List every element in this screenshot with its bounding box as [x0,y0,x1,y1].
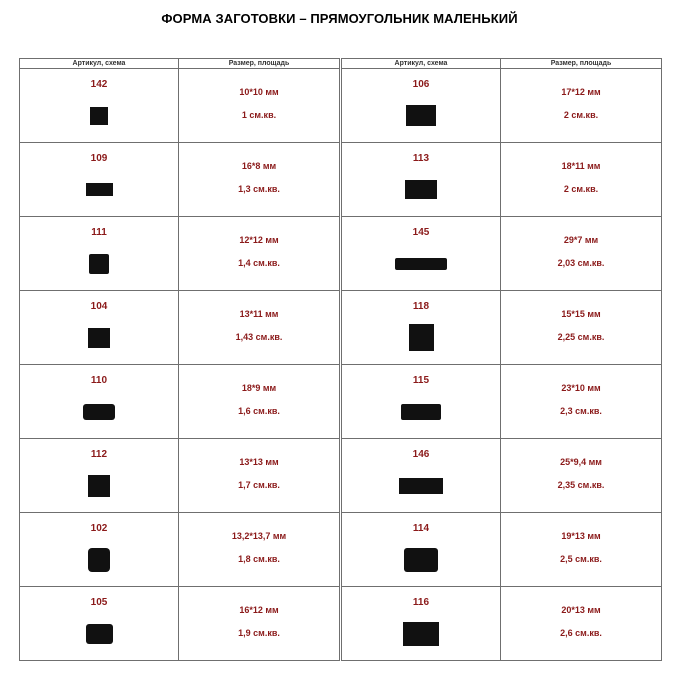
dimensions-text: 15*15 мм [561,309,601,319]
area-text: 2,35 см.кв. [557,480,605,490]
code-cell [20,143,179,217]
blank-shape-diagram [90,107,108,125]
blank-shape-diagram [403,622,439,646]
code-cell [20,587,179,661]
blank-shape-diagram [406,105,436,126]
dimensions-text: 18*9 мм [241,383,277,393]
size-cell [501,587,662,661]
size-cell [501,439,662,513]
code-cell [20,217,179,291]
article-code: 115 [412,375,430,386]
blank-shape-diagram [88,328,110,348]
dimensions-text: 10*10 мм [239,87,279,97]
code-cell [20,365,179,439]
blank-shape-diagram [399,478,443,494]
dimensions-text: 23*10 мм [561,383,601,393]
article-code: 102 [90,523,108,534]
area-text: 1,9 см.кв. [238,628,280,638]
table-row [20,513,340,587]
table-row [342,291,662,365]
area-text: 2,25 см.кв. [557,332,605,342]
area-text: 1 см.кв. [241,110,277,120]
blank-shape-diagram [88,475,110,497]
area-text: 2,3 см.кв. [560,406,602,416]
area-text: 1,43 см.кв. [235,332,283,342]
size-cell [501,365,662,439]
article-code: 109 [90,153,108,164]
area-text: 2 см.кв. [563,184,599,194]
table-row [342,69,662,143]
dimensions-text: 16*12 мм [239,605,279,615]
code-cell [20,513,179,587]
dimensions-text: 20*13 мм [561,605,601,615]
table-row [342,439,662,513]
blank-shape-diagram [395,258,447,270]
size-cell [179,513,340,587]
blank-shape-diagram [86,624,113,644]
dimensions-text: 18*11 мм [561,161,601,171]
code-cell [342,587,501,661]
table-row [20,217,340,291]
area-text: 1,3 см.кв. [238,184,280,194]
table-row [20,143,340,217]
size-cell [179,587,340,661]
size-cell [179,291,340,365]
area-text: 1,6 см.кв. [238,406,280,416]
article-code: 116 [412,597,430,608]
size-cell [501,291,662,365]
table-row [342,513,662,587]
blank-shape-diagram [409,324,434,351]
article-code: 118 [412,301,430,312]
code-cell [342,291,501,365]
size-cell [179,217,340,291]
code-cell [20,291,179,365]
table-row [20,587,340,661]
area-text: 1,7 см.кв. [238,480,280,490]
column-header-size: Размер, площадь [501,59,662,69]
table-row [342,587,662,661]
size-cell [501,513,662,587]
area-text: 2,5 см.кв. [560,554,602,564]
right-table [341,58,662,661]
article-code: 105 [90,597,108,608]
blank-shape-diagram [404,548,438,572]
article-code: 106 [412,79,430,90]
code-cell [20,69,179,143]
dimensions-text: 17*12 мм [561,87,601,97]
article-code: 111 [91,227,107,238]
column-header-code: Артикул, схема [342,59,501,69]
article-code: 112 [90,449,108,460]
table-row [20,69,340,143]
code-cell [342,439,501,513]
area-text: 2,03 см.кв. [557,258,605,268]
article-code: 145 [412,227,430,238]
size-cell [501,217,662,291]
code-cell [342,143,501,217]
table-row [342,365,662,439]
article-code: 113 [412,153,430,164]
page-title: ФОРМА ЗАГОТОВКИ – ПРЯМОУГОЛЬНИК МАЛЕНЬКИЙ [161,11,518,26]
article-code: 146 [412,449,430,460]
dimensions-text: 12*12 мм [239,235,279,245]
dimensions-text: 29*7 мм [563,235,599,245]
code-cell [20,439,179,513]
blank-shape-diagram [86,183,113,196]
article-code: 104 [90,301,108,312]
code-cell [342,217,501,291]
blank-shape-diagram [405,180,437,199]
dimensions-text: 19*13 мм [561,531,601,541]
article-code: 142 [90,79,108,90]
dimensions-text: 13*11 мм [239,309,279,319]
dimensions-text: 13*13 мм [239,457,279,467]
column-header-code: Артикул, схема [20,59,179,69]
size-cell [179,69,340,143]
left-table [19,58,340,661]
dimensions-text: 25*9,4 мм [560,457,602,467]
size-cell [501,143,662,217]
dimensions-text: 16*8 мм [241,161,277,171]
area-text: 1,8 см.кв. [238,554,280,564]
size-cell [501,69,662,143]
article-code: 110 [90,375,108,386]
table-row [342,217,662,291]
dimensions-text: 13,2*13,7 мм [231,531,287,541]
code-cell [342,513,501,587]
size-cell [179,365,340,439]
article-code: 114 [412,523,430,534]
code-cell [342,365,501,439]
area-text: 2,6 см.кв. [560,628,602,638]
code-cell [342,69,501,143]
area-text: 2 см.кв. [563,110,599,120]
table-row [20,291,340,365]
blank-shape-diagram [89,254,109,274]
size-cell [179,439,340,513]
table-row [342,143,662,217]
area-text: 1,4 см.кв. [238,258,280,268]
blank-shape-diagram [88,548,110,572]
column-header-size: Размер, площадь [179,59,340,69]
size-cell [179,143,340,217]
table-row [20,439,340,513]
table-row [20,365,340,439]
blank-shape-diagram [401,404,441,420]
blank-shape-diagram [83,404,115,420]
